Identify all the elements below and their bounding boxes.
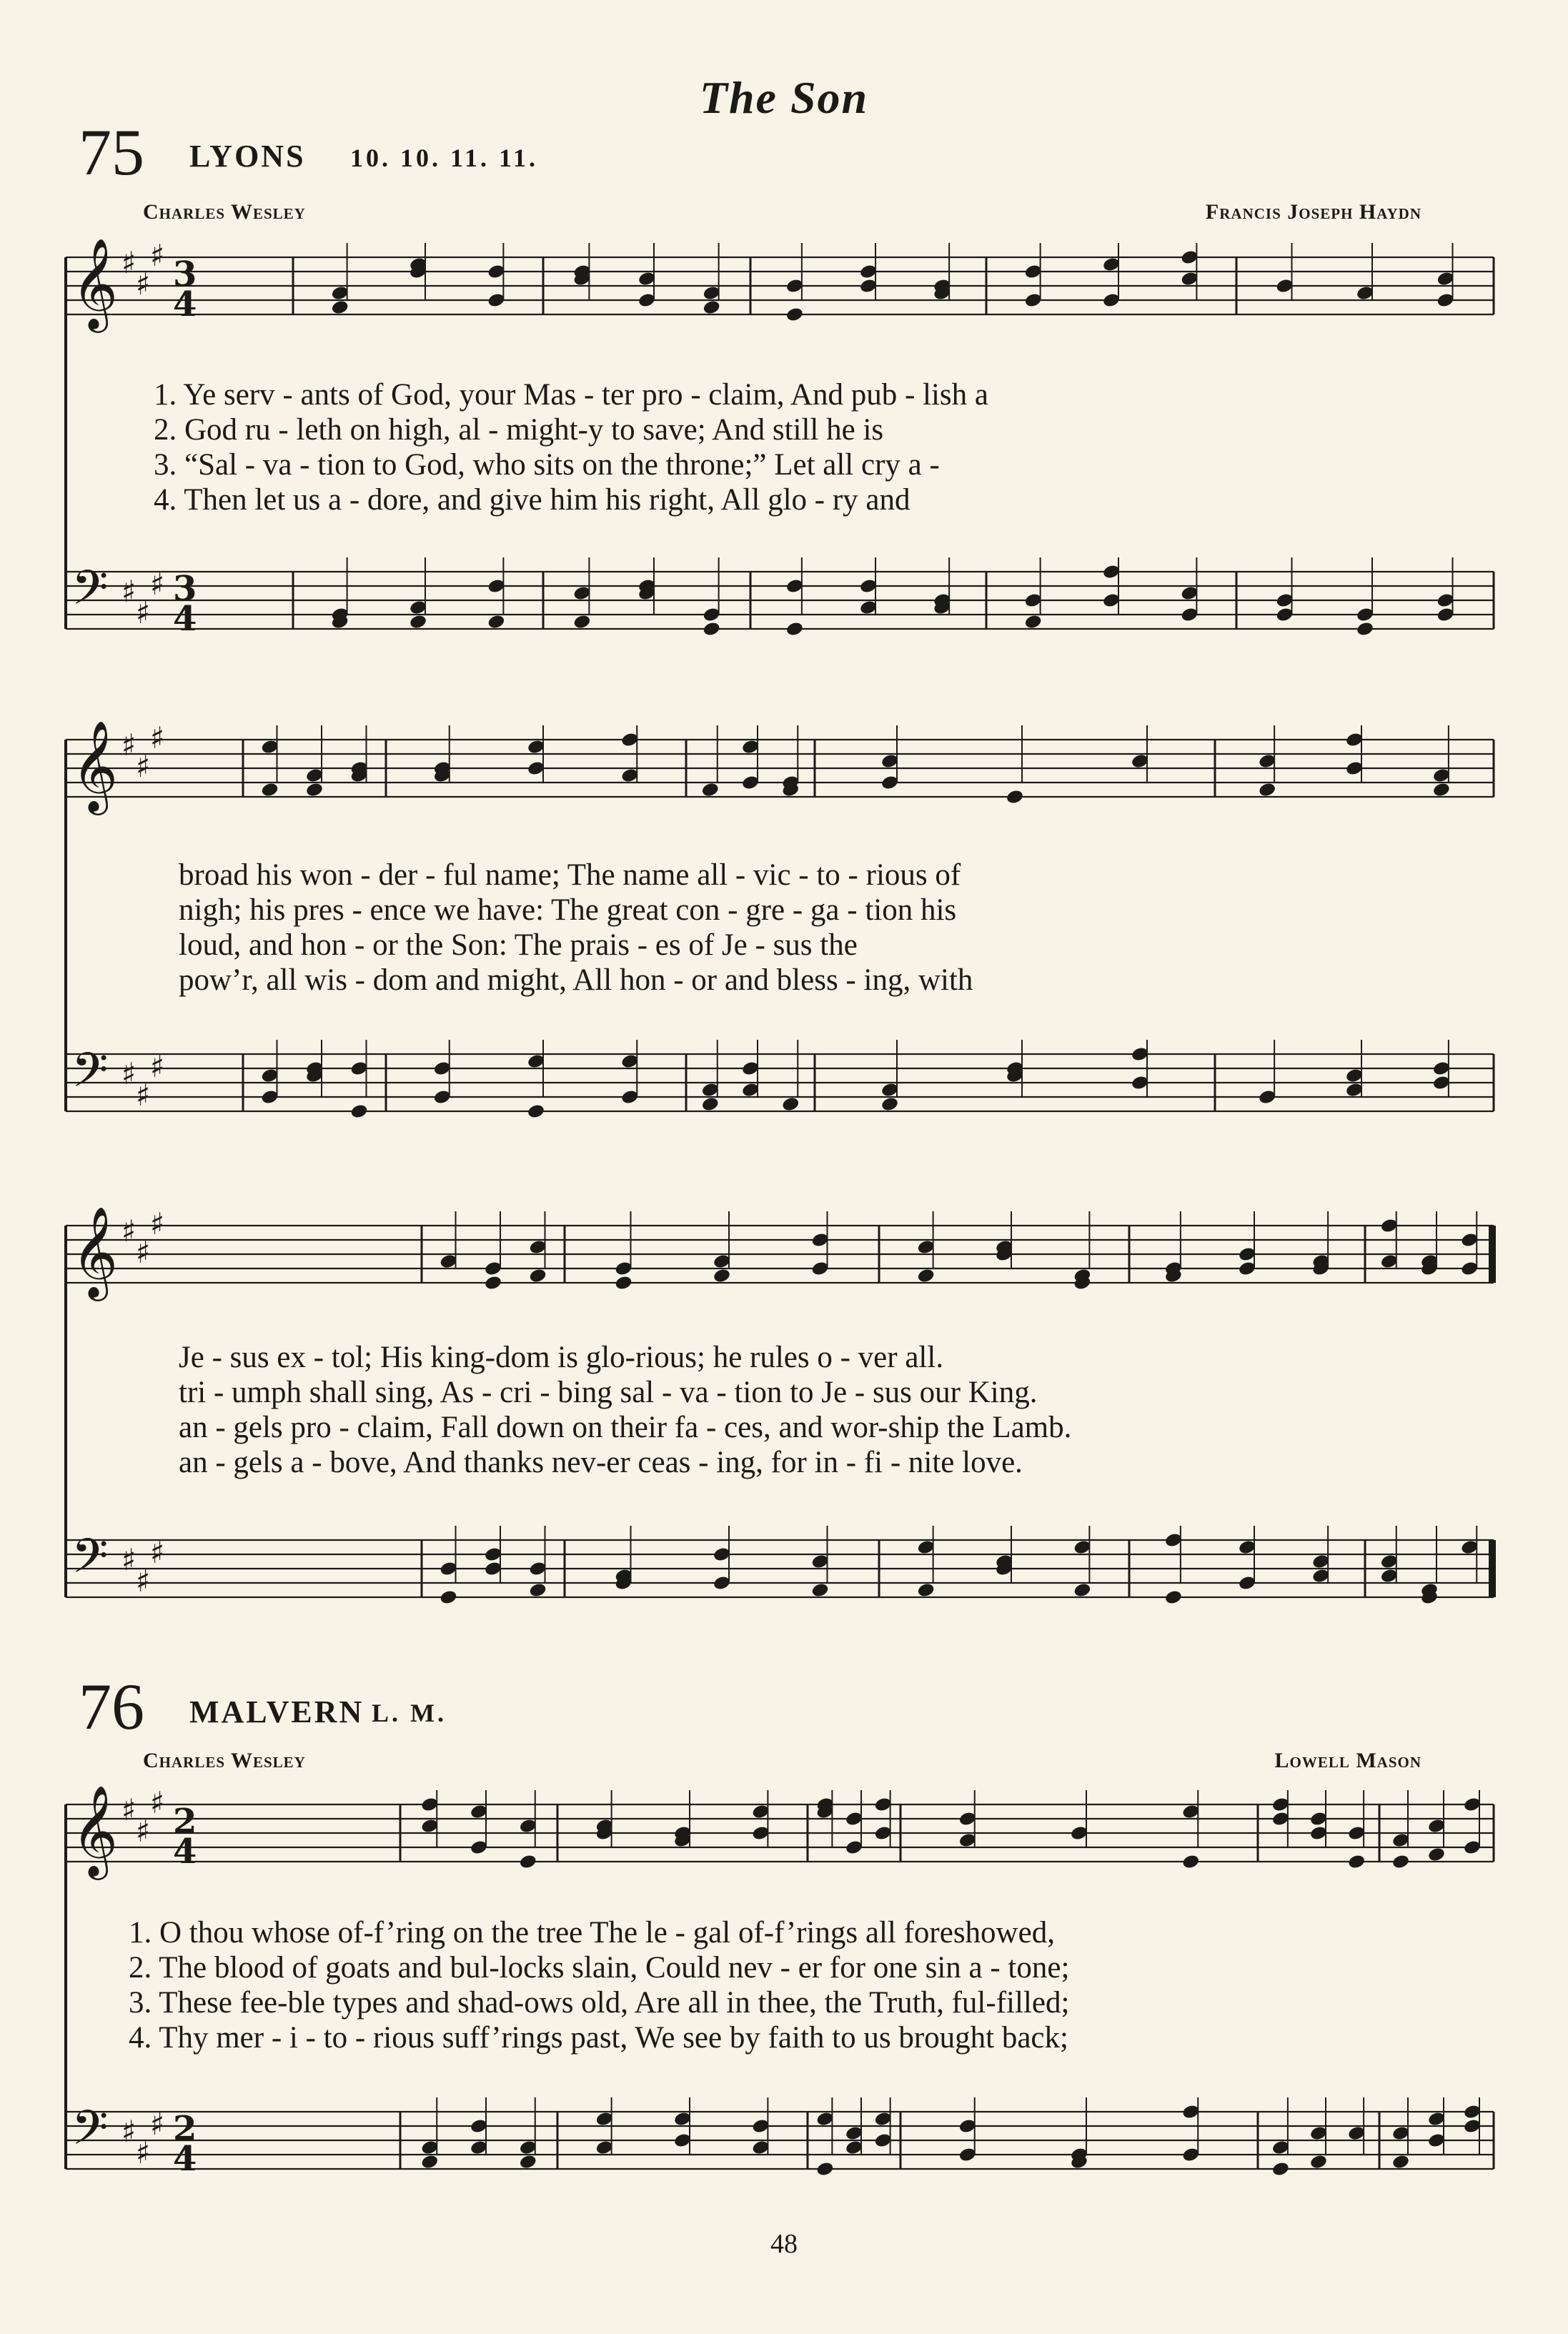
- hymn-number: 75: [79, 116, 144, 189]
- lyricist: Charles Wesley: [143, 1749, 306, 1772]
- note-head: [1164, 1589, 1183, 1606]
- verse-line: 2. The blood of goats and bul-locks slain, Could nev - er for one sin a - tone;: [129, 1951, 1070, 1985]
- treble-clef: 𝄞: [71, 1784, 119, 1876]
- note-head: [528, 1582, 547, 1599]
- note-head: [1347, 1854, 1366, 1870]
- note-head: [484, 1275, 502, 1291]
- tune-name: LYONS: [189, 139, 306, 174]
- note-head: [701, 782, 720, 798]
- verse-line: 4. Then let us a - dore, and give him his right, All glo - ry and: [154, 483, 910, 517]
- verse-line: broad his won - der - ful name; The name all - vic - to - rious of: [179, 858, 961, 892]
- note-head: [527, 1103, 545, 1120]
- note-head: [1432, 782, 1451, 798]
- note-head: [781, 1096, 800, 1113]
- time-signature-bottom: 4: [173, 284, 197, 324]
- sharp-sign: ♯: [136, 1814, 151, 1849]
- note-head: [713, 1268, 731, 1284]
- note-head: [785, 307, 804, 323]
- bass-clef: 𝄢: [71, 1043, 109, 1109]
- time-signature-top: 2: [173, 1802, 197, 1842]
- time-signature-bottom: 4: [173, 1832, 197, 1872]
- note-head: [1356, 621, 1374, 637]
- bass-clef: 𝄢: [71, 560, 109, 627]
- note-head: [917, 1268, 936, 1284]
- sharp-sign: ♯: [121, 727, 137, 763]
- hymn-number: 76: [79, 1670, 144, 1743]
- bass-clef: 𝄢: [71, 2100, 109, 2167]
- note-head: [409, 614, 427, 630]
- verse-line: 2. God ru - leth on high, al - might-y to save; And still he is: [154, 413, 884, 447]
- verse-line: an - gels a - bove, And thanks nev-er ceas - ing, for in - fi - nite love.: [179, 1446, 1023, 1479]
- note-head: [305, 782, 324, 798]
- note-head: [1073, 1582, 1091, 1599]
- sharp-sign: ♯: [136, 1078, 151, 1113]
- sharp-sign: ♯: [150, 567, 165, 602]
- note-head: [1271, 2161, 1290, 2177]
- note-head: [1258, 782, 1276, 798]
- note-head: [1181, 1854, 1200, 1870]
- sharp-sign: ♯: [150, 1049, 165, 1084]
- sharp-sign: ♯: [150, 1206, 165, 1241]
- note-head: [1006, 789, 1024, 805]
- note-head: [917, 1582, 936, 1599]
- note-head: [331, 299, 349, 316]
- verse-line: an - gels pro - claim, Fall down on their fa - ces, and wor-ship the Lamb.: [179, 1411, 1072, 1444]
- note-head: [349, 1103, 368, 1120]
- note-head: [810, 1582, 829, 1599]
- verse-line: 1. Ye serv - ants of God, your Mas - ter pro - claim, And pub - lish a: [154, 378, 988, 412]
- sharp-sign: ♯: [150, 1535, 165, 1570]
- verse-line: pow’r, all wis - dom and might, All hon - or and bless - ing, with: [179, 963, 973, 997]
- page-number: 48: [770, 2229, 798, 2259]
- note-head: [703, 621, 721, 637]
- composer: Francis Joseph Haydn: [1205, 200, 1421, 224]
- sharp-sign: ♯: [121, 245, 137, 280]
- note-head: [439, 1589, 457, 1606]
- note-head: [487, 614, 505, 630]
- sharp-sign: ♯: [150, 2107, 165, 2142]
- lyricist: Charles Wesley: [143, 200, 306, 224]
- time-signature-bottom: 4: [173, 2139, 197, 2179]
- sharp-sign: ♯: [136, 1235, 151, 1270]
- note-head: [785, 621, 804, 637]
- note-head: [519, 1854, 537, 1870]
- note-head: [1024, 614, 1043, 630]
- sharp-sign: ♯: [121, 1213, 137, 1248]
- sharp-sign: ♯: [150, 1785, 165, 1820]
- note-head: [1391, 1854, 1410, 1870]
- time-signature-top: 2: [173, 2109, 197, 2149]
- note-head: [880, 1096, 899, 1113]
- meter: L. M.: [372, 1699, 447, 1727]
- note-head: [260, 782, 279, 798]
- sharp-sign: ♯: [136, 749, 151, 784]
- treble-clef: 𝄞: [71, 720, 119, 811]
- time-signature-top: 3: [173, 569, 197, 609]
- note-head: [614, 1275, 632, 1291]
- sharp-sign: ♯: [136, 267, 151, 302]
- sharp-sign: ♯: [136, 595, 151, 630]
- tune-name: MALVERN: [189, 1694, 364, 1729]
- time-signature-bottom: 4: [173, 599, 197, 639]
- section-title: The Son: [699, 72, 869, 123]
- treble-clef: 𝄞: [71, 1206, 119, 1297]
- verse-line: nigh; his pres - ence we have: The great con - gre - ga - tion his: [179, 893, 957, 927]
- note-head: [703, 299, 721, 316]
- sharp-sign: ♯: [121, 1542, 137, 1577]
- composer: Lowell Mason: [1274, 1749, 1421, 1772]
- verse-line: Je - sus ex - tol; His king-dom is glo-rious; he rules o - ver all.: [179, 1341, 944, 1374]
- note-head: [701, 1096, 720, 1113]
- note-head: [1391, 2154, 1410, 2170]
- note-head: [1309, 2154, 1328, 2170]
- verse-line: 3. These fee-ble types and shad-ows old, Are all in thee, the Truth, ful-filled;: [129, 1986, 1070, 2020]
- verse-line: 3. “Sal - va - tion to God, who sits on the throne;” Let all cry a -: [154, 448, 940, 482]
- note-head: [420, 2154, 439, 2170]
- sharp-sign: ♯: [150, 238, 165, 273]
- verse-line: tri - umph shall sing, As - cri - bing sal - va - tion to Je - sus our King.: [179, 1376, 1038, 1409]
- sharp-sign: ♯: [121, 2114, 137, 2149]
- note-head: [1427, 1847, 1446, 1863]
- meter: 10. 10. 11. 11.: [350, 144, 539, 172]
- verse-line: 4. Thy mer - i - to - rious suff’rings past, We see by faith to us brought back;: [129, 2021, 1068, 2055]
- note-head: [519, 2154, 537, 2170]
- treble-clef: 𝄞: [71, 237, 119, 329]
- bass-clef: 𝄢: [71, 1529, 109, 1595]
- sharp-sign: ♯: [136, 2135, 151, 2170]
- note-head: [572, 614, 591, 630]
- verse-line: loud, and hon - or the Son: The prais - es of Je - sus the: [179, 928, 858, 962]
- note-head: [815, 2161, 834, 2177]
- sharp-sign: ♯: [150, 720, 165, 755]
- note-head: [528, 1268, 547, 1284]
- sharp-sign: ♯: [121, 1056, 137, 1091]
- verse-line: 1. O thou whose of-f’ring on the tree The le - gal of-f’rings all foreshowed,: [129, 1916, 1055, 1950]
- sharp-sign: ♯: [136, 1564, 151, 1599]
- sharp-sign: ♯: [121, 574, 137, 609]
- sharp-sign: ♯: [121, 1792, 137, 1827]
- time-signature-top: 3: [173, 254, 197, 294]
